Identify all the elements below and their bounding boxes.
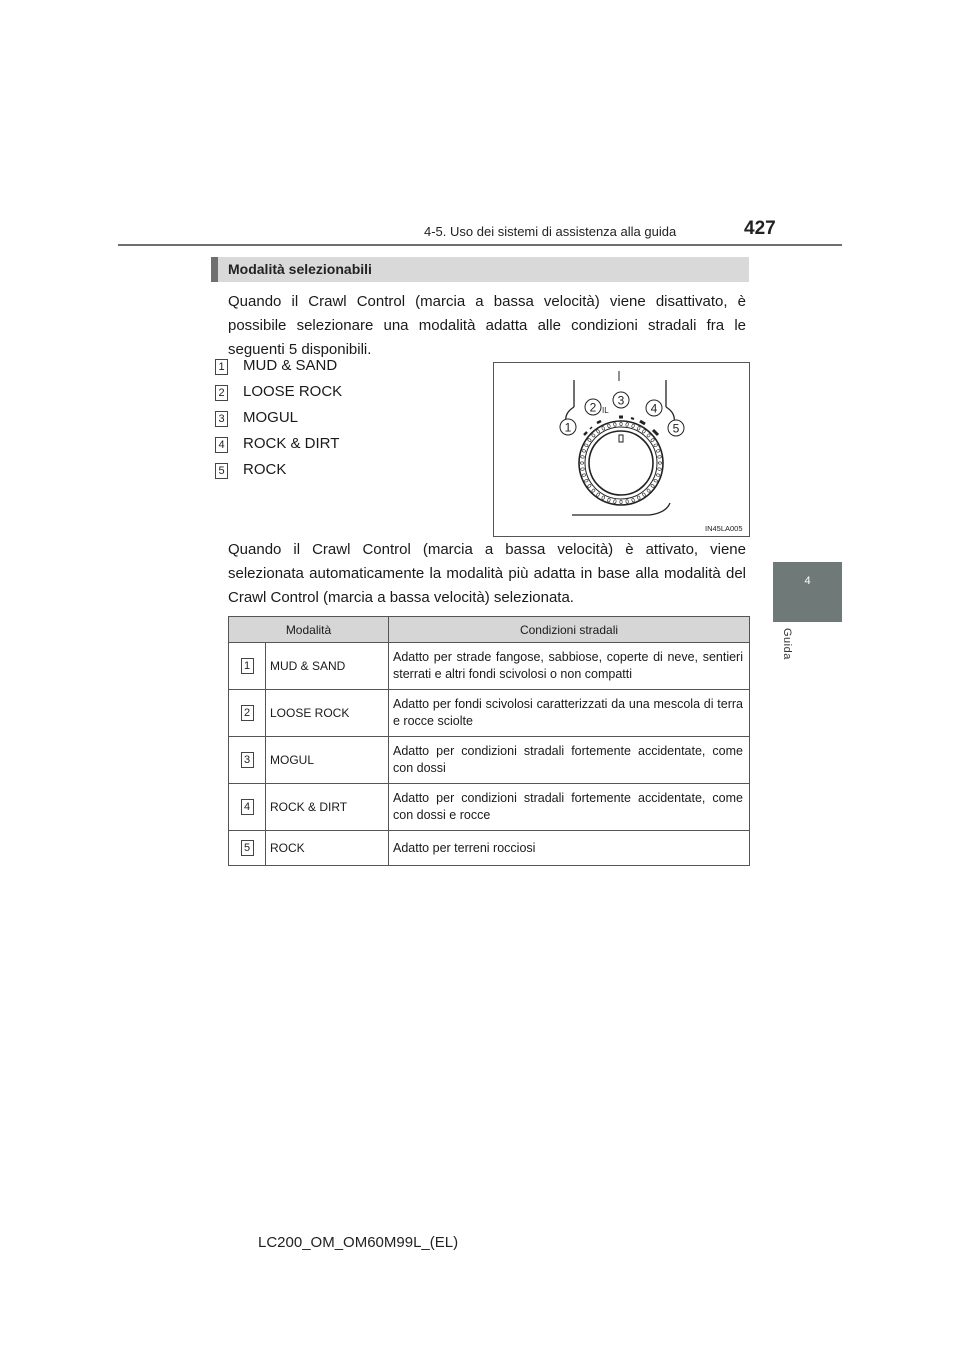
callout-number: 4 <box>241 799 254 815</box>
callout-number: 4 <box>215 437 228 453</box>
callout-number: 2 <box>241 705 254 721</box>
list-item <box>215 408 415 428</box>
callout-number: 1 <box>215 359 228 375</box>
callout-number: 5 <box>672 421 680 436</box>
table-cell-conditions: Adatto per strade fangose, sabbiose, coperte di neve, sentieri sterrati e altri fondi scivolosi o non compatti <box>389 643 750 690</box>
section-heading-accent <box>211 257 218 282</box>
callout-number: 2 <box>589 400 597 415</box>
dial-illustration <box>493 362 750 537</box>
table-cell-conditions: Adatto per fondi scivolosi caratterizzati da una mescola di terra e rocce sciolte <box>389 690 750 737</box>
chapter-number: 4 <box>804 575 811 587</box>
list-item <box>215 460 415 480</box>
table-row <box>229 784 750 831</box>
callout-number: 2 <box>215 385 228 401</box>
table-header-mode: Modalità <box>229 617 389 643</box>
intro-paragraph: Quando il Crawl Control (marcia a bassa velocità) viene disattivato, è possibile selezionare una modalità adatta alle condizioni stradali fra le seguenti 5 disponibili. <box>228 293 746 358</box>
section-heading-title: Modalità selezionabili <box>228 261 372 277</box>
page-number: 427 <box>744 218 776 239</box>
header-divider <box>118 244 842 246</box>
table-cell-mode: MUD & SAND <box>266 643 389 690</box>
document-code: LC200_OM_OM60M99L_(EL) <box>258 1234 459 1251</box>
chapter-label: Guida <box>781 628 793 660</box>
table-cell-mode: MOGUL <box>266 737 389 784</box>
list-item <box>215 434 415 454</box>
mode-name: MUD & SAND <box>243 357 338 374</box>
mode-name: ROCK <box>243 461 287 478</box>
table-row <box>229 737 750 784</box>
chapter-tab <box>773 562 842 622</box>
running-header-section: 4-5. Uso dei sistemi di assistenza alla guida <box>424 224 677 239</box>
list-item <box>215 356 415 376</box>
list-item <box>215 382 415 402</box>
mode-name: ROCK & DIRT <box>243 435 340 452</box>
table-cell-mode: ROCK <box>266 831 389 866</box>
callout-number: 4 <box>650 401 658 416</box>
mode-table <box>228 616 750 866</box>
table-header-conditions: Condizioni stradali <box>389 617 750 643</box>
table-cell-conditions: Adatto per condizioni stradali fortemente accidentate, come con dossi <box>389 737 750 784</box>
auto-selection-paragraph: Quando il Crawl Control (marcia a bassa velocità) è attivato, viene selezionata automaticamente la modalità più adatta in base alla modalità del Crawl Control (marcia a bassa velocità) selezionata. <box>228 541 746 606</box>
table-header-row <box>229 617 750 643</box>
svg-text:IL: IL <box>602 406 609 415</box>
callout-number: 1 <box>241 658 254 674</box>
dial-drawing <box>494 363 749 536</box>
section-heading <box>211 257 749 282</box>
table-cell-mode: ROCK & DIRT <box>266 784 389 831</box>
figure-code: IN45LA005 <box>705 524 743 533</box>
table-cell-mode: LOOSE ROCK <box>266 690 389 737</box>
table-row <box>229 831 750 866</box>
table-row <box>229 690 750 737</box>
table-row <box>229 643 750 690</box>
mode-name: MOGUL <box>243 409 299 426</box>
callout-number: 5 <box>215 463 228 479</box>
callout-number: 5 <box>241 840 254 856</box>
mode-name: LOOSE ROCK <box>243 383 343 400</box>
callout-number: 3 <box>617 393 625 408</box>
table-cell-conditions: Adatto per condizioni stradali fortemente accidentate, come con dossi e rocce <box>389 784 750 831</box>
table-cell-conditions: Adatto per terreni rocciosi <box>389 831 750 866</box>
callout-number: 1 <box>564 420 572 435</box>
callout-number: 3 <box>241 752 254 768</box>
callout-number: 3 <box>215 411 228 427</box>
